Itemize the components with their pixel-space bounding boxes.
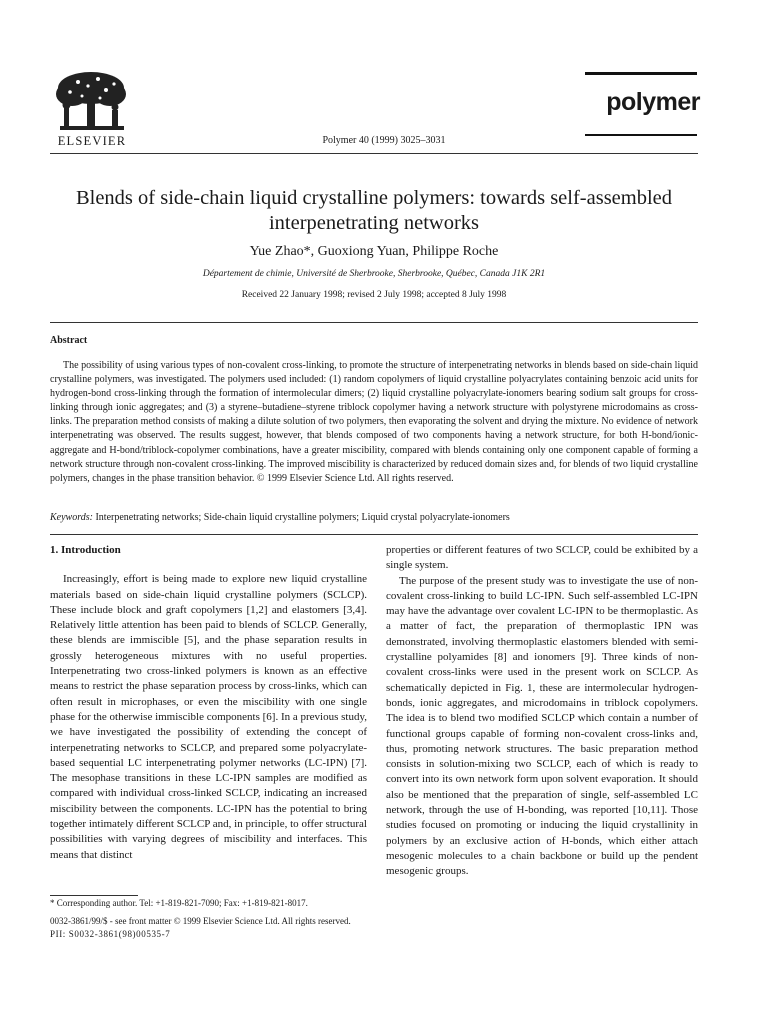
right-column	[386, 543, 698, 880]
header-divider	[50, 153, 698, 154]
intro-paragraph: Increasingly, effort is being made to explore new liquid crystalline materials based on side-chain liquid crystalline polymers (SCLCP). These include block and graft copolymers [1,2] and elastomers [3,4]. Relatively little attention has been paid to blends of SCLCP. Generally, these blends are immiscible [5], and the phase separation results in grossly heterogeneous mixtures with no useful properties. Interpenetrating two cross-linked polymers is known as an effective means to restrict the phase separation process by cross-links, which can often result in microphases, or even the miscibility with one single phase for the otherwise immiscible components [6]. In a previous study, we have investigated the possibility of extending the concept of interpenetrating networks to SCLCP, and prepared some polyacrylate-based sequential LC interpenetrating polymer networks (LC-IPN) [7]. The mesophase transitions in these LC-IPN samples are modified as compared with individual cross-linked SCLCP, indicating an increased miscibility between the components. LC-IPN has the potential to bring together intimately different SCLCP and, in principle, to offer structural possibilities with varying degrees of miscibility and interfaces. This means that distinct	[50, 573, 367, 861]
publisher-name: ELSEVIER	[57, 134, 127, 148]
left-column	[50, 543, 367, 863]
article-title: Blends of side-chain liquid crystalline polymers: towards self-assembled interpenetrating networks	[75, 187, 673, 234]
section-heading: 1. Introduction	[50, 544, 121, 556]
received-dates: Received 22 January 1998; revised 2 July 1998; accepted 8 July 1998	[241, 290, 507, 300]
abstract-body: The possibility of using various types of non-covalent cross-linking, to promote the structure of interpenetrating networks in blends based on side-chain liquid crystalline polymers, was investigated. The polymers used included: (1) random copolymers of liquid crystalline polyacrylates containing benzoic acid units for hydrogen-bond cross-linking through the formation of intermolecular dimers; (2) liquid crystalline polyacrylate-ionomers bearing sodium salt groups for cross-linking through ionic aggregates; and (3) a styrene–butadiene–styrene triblock copolymer having a network structure with polystyrene microdomains as cross-links. The preparation method consists of making a dilute solution of two polymers, then evaporating the solvent and drying the mixture. No evidence of network interpenetrating was observed. The results suggest, however, that blends composed of two components having a network structure, for both H-bond/ionic-aggregate and H-bond/triblock-copolymer combinations, have a greater miscibility, compared with blends containing only one component capable of forming a network structure through non-covalent cross-linking. The improved miscibility is characterized by reduced domain sizes and, for blends of two liquid crystalline polymers, changes in the phase transition behavior. © 1999 Elsevier Science Ltd. All rights reserved.	[50, 360, 698, 484]
affiliation: Département de chimie, Université de Sherbrooke, Sherbrooke, Québec, Canada J1K 2R1	[202, 269, 546, 279]
keywords	[50, 512, 698, 523]
elsevier-tree-logo	[50, 68, 132, 134]
purpose-paragraph: The purpose of the present study was to investigate the use of non-covalent cross-linking to build LC-IPN. Such self-assembled LC-IPN may have the advantage over covalent LC-IPN to be thermoplastic. As a matter of fact, the preparation of thermoplastic IPN was demonstrated, involving thermoplastic elastomers blended with semi-crystalline polyamides [8] and ionomers [9]. Three kinds of non-covalent cross-links were used in the present work on SCLCP. As schematically depicted in Fig. 1, these are intermolecular hydrogen-bonds, ionic aggregates, and microdomains in triblock copolymers. The idea is to blend two modified SCLCP which contain a number of functional groups capable of forming non-covalent cross-links and, thus, promoting network structures. The basic preparation method consists in solution-mixing two SCLCP, each of which is ready to convert into its own network form upon solvent evaporation. It should also be mentioned that the preparation of single, self-assembled LC network, through the use of H-bonding, was reported [10,11]. Those studies focused on promoting or inducing the liquid crystallinity in polymers by an exclusive action of H-bonds, which either attach mesogenic molecules to a chain backbone or build up the pendent mesogenic groups.	[386, 574, 698, 878]
pii: PII: S0032-3861(98)00535-7	[50, 929, 171, 939]
journal-bottom-rule	[585, 134, 697, 136]
citation: Polymer 40 (1999) 3025–3031	[322, 135, 446, 146]
footnote-rule	[50, 895, 138, 896]
corresponding-author-footnote: * Corresponding author. Tel: +1-819-821-7090; Fax: +1-819-821-8017.	[50, 898, 308, 908]
keywords-text: Interpenetrating networks; Side-chain liquid crystalline polymers; Liquid crystal polyacrylate-ionomers	[92, 512, 510, 523]
abstract-heading: Abstract	[50, 335, 88, 346]
journal-name: polymer	[606, 88, 700, 116]
paragraph-continued: properties or different features of two SCLCP, could be exhibited by a single system.	[386, 544, 698, 572]
journal-top-rule	[585, 72, 697, 75]
abstract-divider	[50, 322, 698, 323]
keywords-label: Keywords:	[50, 512, 93, 523]
authors: Yue Zhao*, Guoxiong Yuan, Philippe Roche	[249, 244, 499, 259]
front-matter: 0032-3861/99/$ - see front matter © 1999 Elsevier Science Ltd. All rights reserved.	[50, 916, 351, 926]
keywords-divider	[50, 534, 698, 535]
